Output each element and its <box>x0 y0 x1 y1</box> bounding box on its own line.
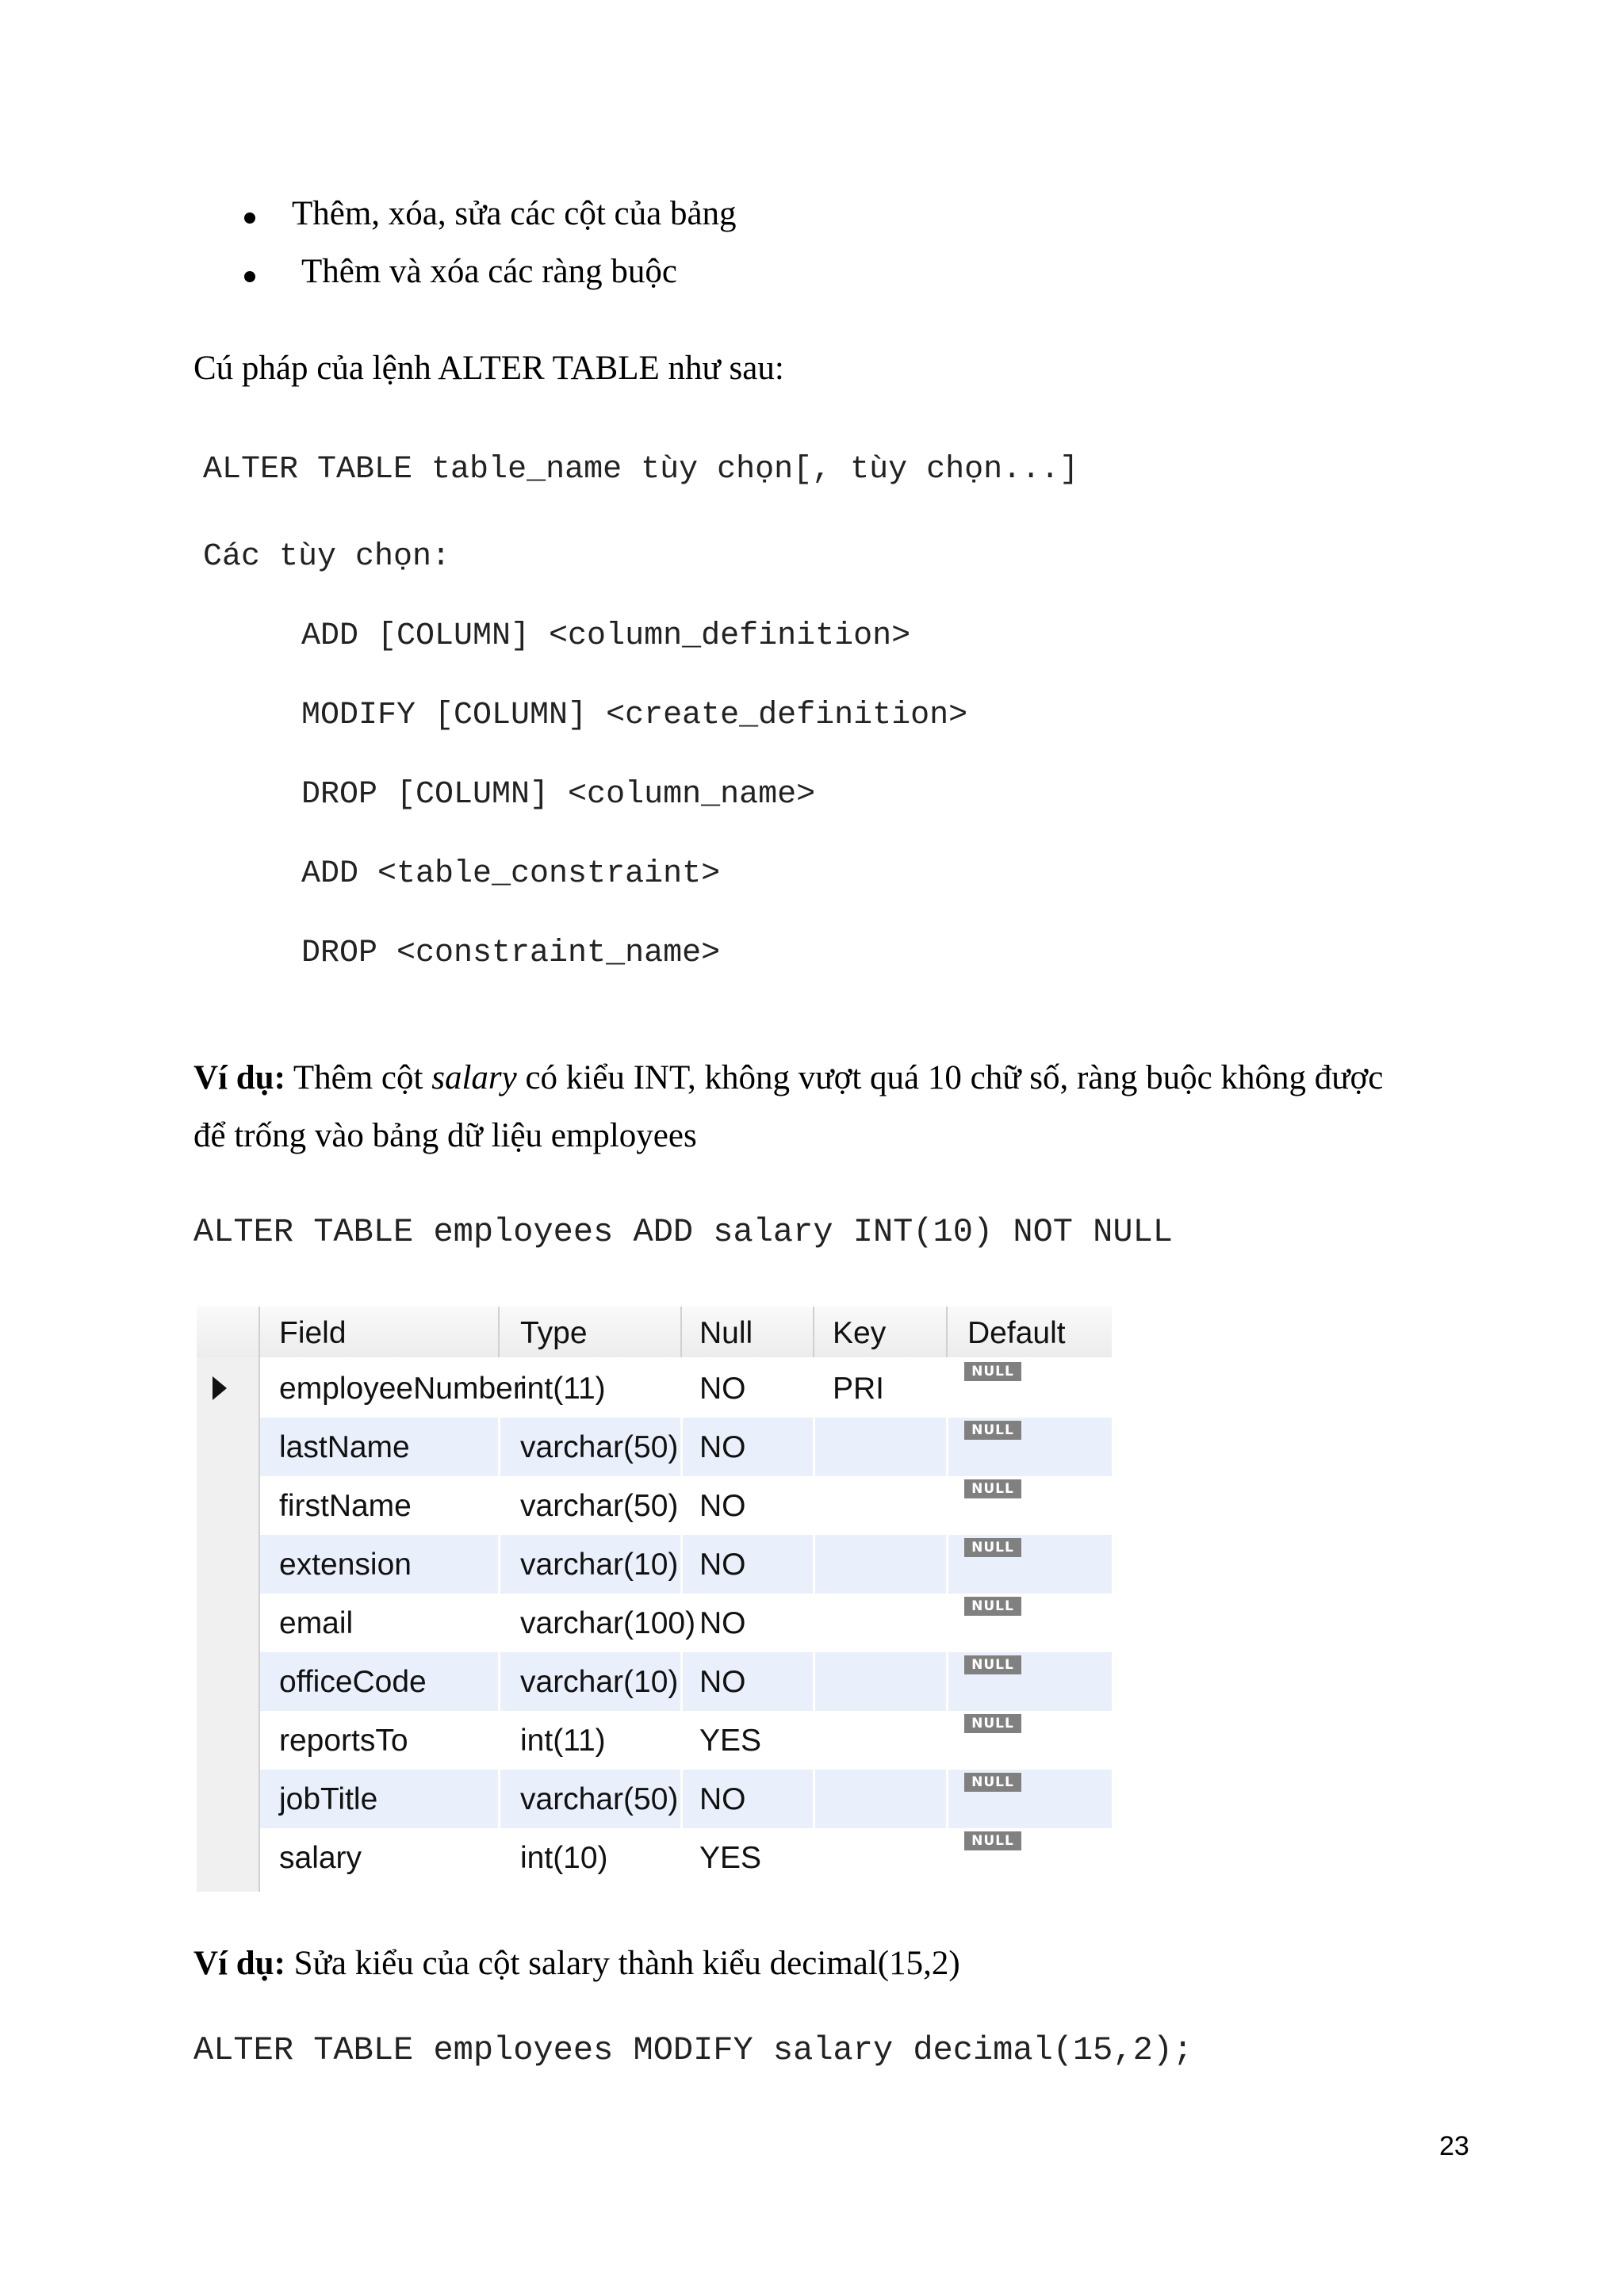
cell-type[interactable]: varchar(50) <box>520 1489 679 1523</box>
null-badge: NULL <box>964 1831 1021 1850</box>
cell-type[interactable]: int(11) <box>520 1724 606 1758</box>
example2-code: ALTER TABLE employees MODIFY salary decimal(15,2); <box>193 2031 1193 2069</box>
table-row[interactable] <box>260 1476 1112 1535</box>
option-line: ADD <table_constraint> <box>301 856 721 892</box>
cell-type[interactable]: int(11) <box>520 1372 606 1406</box>
header-null[interactable]: Null <box>699 1316 753 1350</box>
option-line: ADD [COLUMN] <column_definition> <box>301 618 911 654</box>
cell-null[interactable]: NO <box>699 1665 746 1699</box>
null-badge: NULL <box>964 1538 1021 1557</box>
header-field[interactable]: Field <box>279 1316 347 1350</box>
cell-field[interactable]: extension <box>279 1548 412 1582</box>
cell-field[interactable]: email <box>279 1606 354 1640</box>
cell-null[interactable]: NO <box>699 1430 746 1464</box>
cell-field[interactable]: officeCode <box>279 1665 427 1699</box>
cell-type[interactable]: varchar(10) <box>520 1665 679 1699</box>
example1-italic-word: salary <box>431 1059 517 1096</box>
table-row[interactable] <box>260 1711 1112 1770</box>
row-header-column <box>197 1307 260 1892</box>
table-row[interactable] <box>260 1535 1112 1594</box>
table-row[interactable] <box>260 1359 1112 1418</box>
cell-null[interactable]: YES <box>699 1724 762 1758</box>
result-grid <box>197 1307 1112 1892</box>
cell-type[interactable]: int(10) <box>520 1841 608 1875</box>
cell-field[interactable]: salary <box>279 1841 362 1875</box>
cell-null[interactable]: NO <box>699 1606 746 1640</box>
page-number: 23 <box>1439 2131 1469 2161</box>
header-type[interactable]: Type <box>520 1316 588 1350</box>
example1-label: Ví dụ: <box>193 1059 285 1096</box>
cell-field[interactable]: reportsTo <box>279 1724 408 1758</box>
grid-header <box>197 1307 1112 1357</box>
syntax-line: ALTER TABLE table_name tùy chọn[, tùy chọn...] <box>203 452 1079 488</box>
cell-field[interactable]: employeeNumber <box>279 1372 523 1406</box>
cell-type[interactable]: varchar(10) <box>520 1548 679 1582</box>
table-row[interactable] <box>260 1594 1112 1652</box>
option-line: DROP <constraint_name> <box>301 936 721 971</box>
null-badge: NULL <box>964 1773 1021 1792</box>
syntax-intro: Cú pháp của lệnh ALTER TABLE như sau: <box>193 350 784 387</box>
example1-paragraph <box>193 1058 1383 1097</box>
example1-code: ALTER TABLE employees ADD salary INT(10) NOT NULL <box>193 1213 1174 1251</box>
cell-type[interactable]: varchar(100) <box>520 1606 696 1640</box>
header-default[interactable]: Default <box>967 1316 1066 1350</box>
example2-paragraph <box>193 1944 960 1983</box>
cell-null[interactable]: NO <box>699 1489 746 1523</box>
cell-key[interactable]: PRI <box>833 1372 885 1406</box>
table-row[interactable] <box>260 1652 1112 1711</box>
current-row-arrow-icon <box>213 1376 227 1400</box>
table-row[interactable] <box>260 1828 1112 1887</box>
cell-null[interactable]: YES <box>699 1841 762 1875</box>
cell-field[interactable]: lastName <box>279 1430 410 1464</box>
example2-label: Ví dụ: <box>193 1945 285 1982</box>
null-badge: NULL <box>964 1597 1021 1616</box>
bullet-item: Thêm và xóa các ràng buộc <box>301 253 677 290</box>
bullet-item: Thêm, xóa, sửa các cột của bảng <box>292 195 737 232</box>
table-row[interactable] <box>260 1770 1112 1828</box>
null-badge: NULL <box>964 1421 1021 1440</box>
bullet-dot <box>244 271 255 282</box>
option-line: DROP [COLUMN] <column_name> <box>301 777 816 813</box>
null-badge: NULL <box>964 1362 1021 1381</box>
example1-line2: để trống vào bảng dữ liệu employees <box>193 1117 697 1154</box>
example1-text-before: Thêm cột <box>285 1059 432 1096</box>
cell-type[interactable]: varchar(50) <box>520 1782 679 1816</box>
options-label: Các tùy chọn: <box>203 539 451 575</box>
cell-field[interactable]: jobTitle <box>279 1782 378 1816</box>
cell-null[interactable]: NO <box>699 1782 746 1816</box>
example2-text: Sửa kiểu của cột salary thành kiểu decimal(15,2) <box>285 1945 960 1982</box>
bullet-dot <box>244 212 255 224</box>
null-badge: NULL <box>964 1655 1021 1674</box>
cell-field[interactable]: firstName <box>279 1489 412 1523</box>
cell-null[interactable]: NO <box>699 1372 746 1406</box>
option-line: MODIFY [COLUMN] <create_definition> <box>301 698 968 733</box>
example1-text-after: có kiểu INT, không vượt quá 10 chữ số, ràng buộc không được <box>516 1059 1384 1096</box>
cell-type[interactable]: varchar(50) <box>520 1430 679 1464</box>
cell-null[interactable]: NO <box>699 1548 746 1582</box>
null-badge: NULL <box>964 1479 1021 1498</box>
null-badge: NULL <box>964 1714 1021 1733</box>
header-key[interactable]: Key <box>833 1316 887 1350</box>
table-row[interactable] <box>260 1418 1112 1476</box>
